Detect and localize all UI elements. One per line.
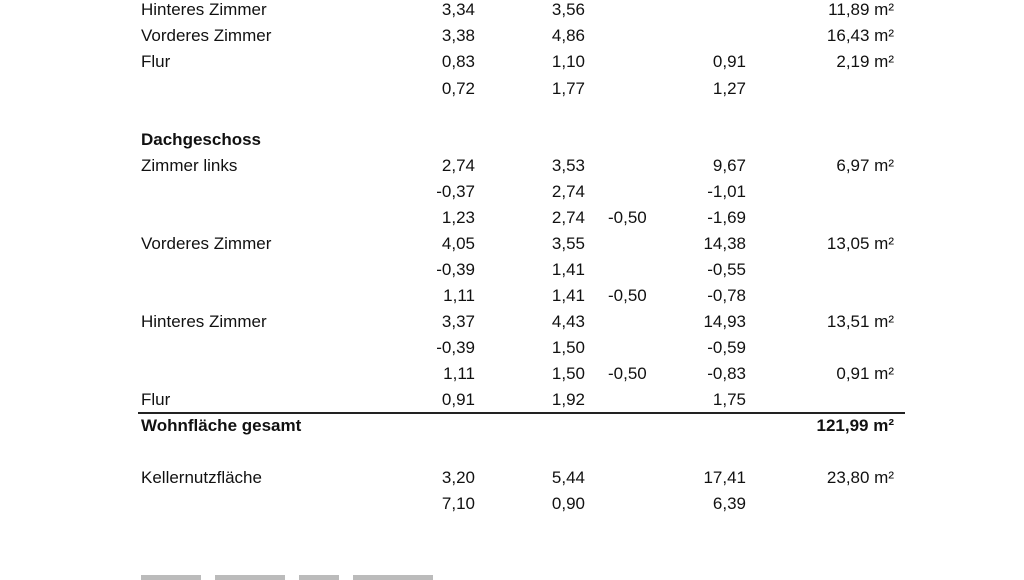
subarea-value: -0,78 [707, 286, 746, 305]
width-value: 5,44 [551, 468, 585, 487]
subarea-value: -0,55 [707, 260, 746, 279]
width-value: 1,77 [551, 79, 585, 98]
length-value: 1,23 [441, 208, 475, 227]
row-label: Flur [141, 390, 171, 409]
subarea-value: -1,69 [707, 208, 746, 227]
width-value: 1,41 [551, 260, 585, 279]
cropped-text-line [141, 568, 471, 580]
subarea-value: -0,83 [707, 364, 746, 383]
row-label: Vorderes Zimmer [141, 26, 272, 45]
subarea-value: 6,39 [712, 494, 746, 513]
width-value: 1,10 [551, 52, 585, 71]
length-value: -0,39 [436, 338, 475, 357]
width-value: 1,92 [551, 390, 585, 409]
subarea-value: 14,93 [703, 312, 746, 331]
table-row [0, 338, 1024, 364]
width-value: 4,86 [551, 26, 585, 45]
width-value: 0,90 [551, 494, 585, 513]
row-label: Hinteres Zimmer [141, 312, 267, 331]
length-value: 3,34 [441, 0, 475, 19]
length-value: 0,91 [441, 390, 475, 409]
row-label: Vorderes Zimmer [141, 234, 272, 253]
total-label: Wohnfläche gesamt [141, 416, 302, 435]
row-label: Hinteres Zimmer [141, 0, 267, 19]
factor-value: -0,50 [608, 364, 647, 383]
length-value: 3,20 [441, 468, 475, 487]
table-row [0, 234, 1024, 260]
section-heading-row [0, 130, 1024, 156]
subarea-value: 14,38 [703, 234, 746, 253]
row-label: Kellernutzfläche [141, 468, 262, 487]
width-value: 3,53 [551, 156, 585, 175]
width-value: 1,50 [551, 338, 585, 357]
width-value: 3,55 [551, 234, 585, 253]
total-row [0, 416, 1024, 442]
table-row [0, 156, 1024, 182]
total-divider [138, 412, 905, 414]
length-value: -0,37 [436, 182, 475, 201]
length-value: 3,37 [441, 312, 475, 331]
area-value: 2,19 m² [836, 52, 894, 71]
length-value: -0,39 [436, 260, 475, 279]
length-value: 3,38 [441, 26, 475, 45]
table-row [0, 0, 1024, 26]
width-value: 4,43 [551, 312, 585, 331]
subarea-value: -1,01 [707, 182, 746, 201]
table-row [0, 26, 1024, 52]
table-row [0, 494, 1024, 520]
factor-value: -0,50 [608, 286, 647, 305]
area-value: 13,51 m² [826, 312, 894, 331]
area-value: 6,97 m² [836, 156, 894, 175]
table-row [0, 208, 1024, 234]
table-row [0, 286, 1024, 312]
subarea-value: 1,27 [712, 79, 746, 98]
width-value: 3,56 [551, 0, 585, 19]
length-value: 0,83 [441, 52, 475, 71]
table-row [0, 468, 1024, 494]
length-value: 1,11 [443, 286, 475, 305]
length-value: 4,05 [441, 234, 475, 253]
table-row [0, 52, 1024, 78]
table-row [0, 312, 1024, 338]
width-value: 2,74 [551, 208, 585, 227]
row-label: Zimmer links [141, 156, 238, 175]
subarea-value: 17,41 [703, 468, 746, 487]
length-value: 0,72 [441, 79, 475, 98]
subarea-value: -0,59 [707, 338, 746, 357]
area-value: 13,05 m² [826, 234, 894, 253]
subarea-value: 0,91 [712, 52, 746, 71]
table-row [0, 79, 1024, 105]
length-value: 7,10 [441, 494, 475, 513]
table-row [0, 260, 1024, 286]
width-value: 2,74 [551, 182, 585, 201]
length-value: 1,11 [443, 364, 475, 383]
width-value: 1,50 [551, 364, 585, 383]
area-value: 16,43 m² [826, 26, 894, 45]
subarea-value: 9,67 [712, 156, 746, 175]
table-row [0, 182, 1024, 208]
area-value: 11,89 m² [828, 0, 894, 19]
total-value: 121,99 m² [816, 416, 894, 435]
table-row [0, 364, 1024, 390]
width-value: 1,41 [551, 286, 585, 305]
length-value: 2,74 [441, 156, 475, 175]
area-value: 23,80 m² [826, 468, 894, 487]
subarea-value: 1,75 [712, 390, 746, 409]
row-label: Flur [141, 52, 171, 71]
area-value: 0,91 m² [836, 364, 894, 383]
section-heading: Dachgeschoss [141, 130, 261, 149]
factor-value: -0,50 [608, 208, 647, 227]
